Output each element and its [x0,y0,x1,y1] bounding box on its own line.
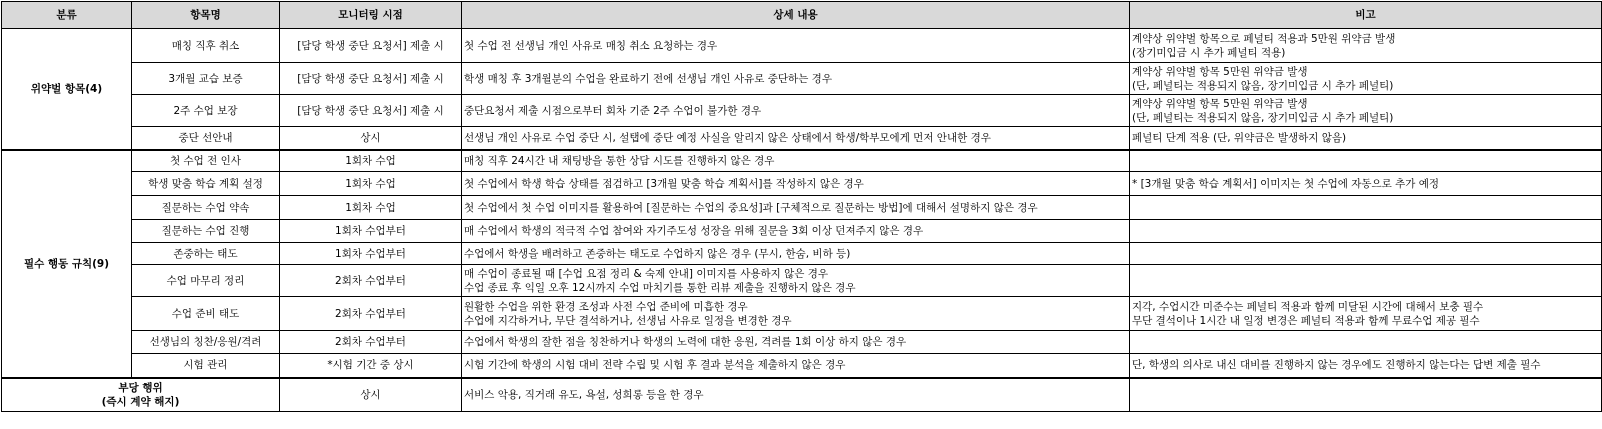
item-name: 수업 마무리 정리 [132,265,280,297]
detail-cell: 시험 기간에 학생의 시험 대비 전략 수립 및 시험 후 결과 분석을 제출하지 않은 경우 [462,354,1130,378]
note-cell: 페널티 단계 적용 (단, 위약금은 발생하지 않음) [1130,127,1602,150]
monitoring-timing: [담당 학생 중단 요청서] 제출 시 [280,29,462,63]
table-row [2,265,1602,297]
note-cell [1130,196,1602,220]
detail-cell: 원활한 수업을 위한 환경 조성과 사전 수업 준비에 미흡한 경우 수업에 지각하거나, 무단 결석하거나, 선생님 사유로 일정을 변경한 경우 [462,297,1130,331]
item-name: 첫 수업 전 인사 [132,150,280,172]
table-row [2,243,1602,265]
table-row [2,331,1602,354]
table-row [2,196,1602,220]
table-row [2,127,1602,150]
note-cell: 지각, 수업시간 미준수는 페널티 적용과 함께 미달된 시간에 대해서 보충 필수 무단 결석이나 1시간 내 일정 변경은 페널티 적용과 함께 무료수업 제공 필수 [1130,297,1602,331]
monitoring-timing: 1회차 수업 [280,172,462,196]
monitoring-timing: 상시 [280,378,462,412]
monitoring-timing: 1회차 수업부터 [280,220,462,243]
header-timing: 모니터링 시점 [280,2,462,29]
detail-cell: 선생님 개인 사유로 수업 중단 시, 설탭에 중단 예정 사실을 알리지 않은 상태에서 학생/학부모에게 먼저 안내한 경우 [462,127,1130,150]
header-category: 분류 [2,2,132,29]
monitoring-timing: 상시 [280,127,462,150]
table-row [2,172,1602,196]
table-row [2,297,1602,331]
header-note: 비고 [1130,2,1602,29]
detail-cell: 매 수업에서 학생의 적극적 수업 참여와 자기주도성 성장을 위해 질문을 3회 이상 던져주지 않은 경우 [462,220,1130,243]
monitoring-timing: 1회차 수업 [280,196,462,220]
detail-cell: 매칭 직후 24시간 내 채팅방을 통한 상담 시도를 진행하지 않은 경우 [462,150,1130,172]
detail-cell: 수업에서 학생을 배려하고 존중하는 태도로 수업하지 않은 경우 (무시, 한숨, 비하 등) [462,243,1130,265]
category-unfair-conduct: 부당 행위 (즉시 계약 해지) [2,378,280,412]
monitoring-timing: 1회차 수업 [280,150,462,172]
monitoring-timing: 2회차 수업부터 [280,265,462,297]
note-cell [1130,150,1602,172]
item-name: 질문하는 수업 진행 [132,220,280,243]
item-name: 존중하는 태도 [132,243,280,265]
note-cell: 계약상 위약벌 항목 5만원 위약금 발생 (단, 페널티는 적용되지 않음, 장기미입금 시 추가 페널티) [1130,63,1602,95]
table-row [2,378,1602,412]
note-cell: 계약상 위약벌 항목으로 페널티 적용과 5만원 위약금 발생 (장기미입금 시 추가 페널티 적용) [1130,29,1602,63]
item-name: 질문하는 수업 약속 [132,196,280,220]
detail-cell: 매 수업이 종료될 때 [수업 요점 정리 & 숙제 안내] 이미지를 사용하지 않은 경우 수업 종료 후 익일 오후 12시까지 수업 마치기를 통한 리뷰 제출을 진행하지 않은 경우 [462,265,1130,297]
category-penalty: 위약벌 항목(4) [2,29,132,150]
monitoring-timing: [담당 학생 중단 요청서] 제출 시 [280,63,462,95]
header-detail: 상세 내용 [462,2,1130,29]
table-row [2,29,1602,63]
detail-cell: 첫 수업에서 학생 학습 상태를 점검하고 [3개월 맞춤 학습 계획서]를 작성하지 않은 경우 [462,172,1130,196]
note-cell [1130,378,1602,412]
table-row [2,95,1602,127]
item-name: 3개월 교습 보증 [132,63,280,95]
detail-cell: 서비스 악용, 직거래 유도, 욕설, 성희롱 등을 한 경우 [462,378,1130,412]
item-name: 수업 준비 태도 [132,297,280,331]
note-cell [1130,243,1602,265]
rules-table [1,1,1602,412]
note-cell: 단, 학생의 의사로 내신 대비를 진행하지 않는 경우에도 진행하지 않는다는 답변 제출 필수 [1130,354,1602,378]
item-name: 2주 수업 보장 [132,95,280,127]
header-item: 항목명 [132,2,280,29]
note-cell [1130,265,1602,297]
monitoring-timing: [담당 학생 중단 요청서] 제출 시 [280,95,462,127]
detail-cell: 학생 매칭 후 3개월분의 수업을 완료하기 전에 선생님 개인 사유로 중단하는 경우 [462,63,1130,95]
item-name: 학생 맞춤 학습 계획 설정 [132,172,280,196]
table-row [2,220,1602,243]
note-cell [1130,331,1602,354]
table-row [2,150,1602,172]
monitoring-timing: 1회차 수업부터 [280,243,462,265]
monitoring-timing: *시험 기간 중 상시 [280,354,462,378]
note-cell [1130,220,1602,243]
detail-cell: 첫 수업 전 선생님 개인 사유로 매칭 취소 요청하는 경우 [462,29,1130,63]
item-name: 중단 선안내 [132,127,280,150]
note-cell: 계약상 위약벌 항목 5만원 위약금 발생 (단, 페널티는 적용되지 않음, 장기미입금 시 추가 페널티) [1130,95,1602,127]
category-required-rules: 필수 행동 규칙(9) [2,150,132,378]
item-name: 선생님의 칭찬/응원/격려 [132,331,280,354]
table-row [2,354,1602,378]
note-cell: * [3개월 맞춤 학습 계획서] 이미지는 첫 수업에 자동으로 추가 예정 [1130,172,1602,196]
detail-cell: 수업에서 학생의 잘한 점을 칭찬하거나 학생의 노력에 대한 응원, 격려를 1회 이상 하지 않은 경우 [462,331,1130,354]
monitoring-timing: 2회차 수업부터 [280,331,462,354]
item-name: 매칭 직후 취소 [132,29,280,63]
detail-cell: 중단요청서 제출 시점으로부터 회차 기준 2주 수업이 불가한 경우 [462,95,1130,127]
detail-cell: 첫 수업에서 첫 수업 이미지를 활용하여 [질문하는 수업의 중요성]과 [구체적으로 질문하는 방법]에 대해서 설명하지 않은 경우 [462,196,1130,220]
monitoring-timing: 2회차 수업부터 [280,297,462,331]
table-row [2,63,1602,95]
header-row [2,2,1602,29]
item-name: 시험 관리 [132,354,280,378]
